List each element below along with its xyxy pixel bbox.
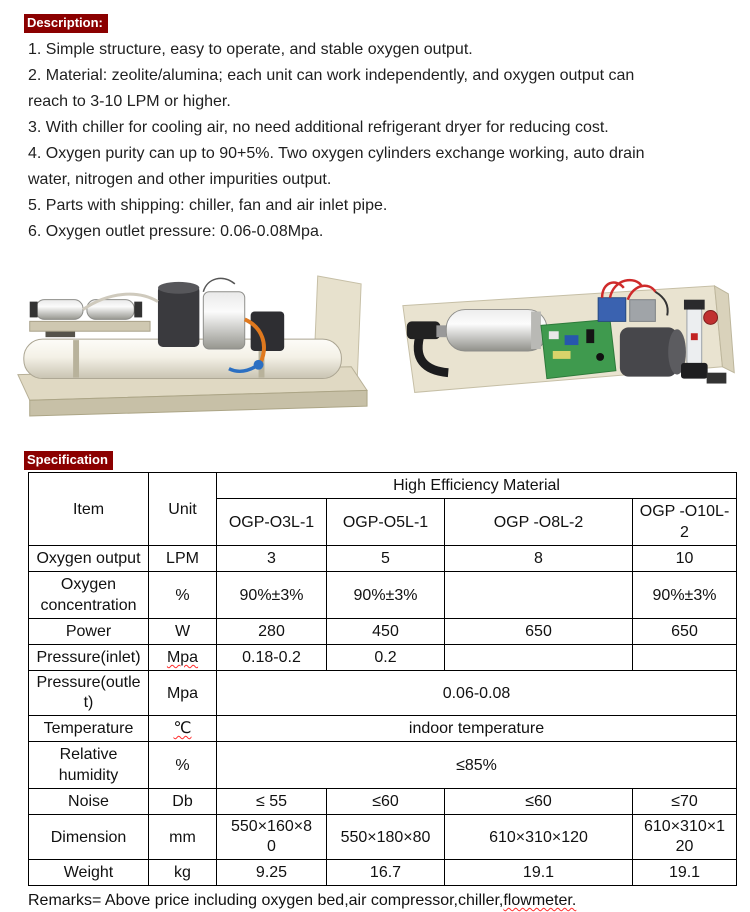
- cell-value-merged: 0.06-0.08: [217, 671, 737, 716]
- product-photo-left: [10, 261, 387, 433]
- row-label: Pressure(inlet): [29, 645, 149, 671]
- cell-value: 19.1: [633, 860, 737, 886]
- remarks-text: Remarks= Above price including oxygen bed,air compressor,chiller,: [28, 892, 504, 909]
- row-pressure-inlet: [29, 645, 737, 671]
- cell-value: ≤70: [633, 789, 737, 815]
- cell-value: 16.7: [327, 860, 445, 886]
- row-label: Oxygen output: [29, 546, 149, 572]
- cell-value: 280: [217, 619, 327, 645]
- description-item-2: 2. Material: zeolite/alumina; each unit can work independently, and oxygen output can reach to 3-10 LPM or higher.: [28, 67, 635, 110]
- row-unit: %: [149, 572, 217, 619]
- specification-header: Specification: [24, 451, 113, 470]
- cell-value: 3: [217, 546, 327, 572]
- cell-value: 8: [445, 546, 633, 572]
- cell-value-text: 550×160×80: [231, 818, 312, 855]
- row-label-text: Pressure(outlet): [36, 674, 141, 711]
- row-temperature: [29, 716, 737, 742]
- description-item-6: 6. Oxygen outlet pressure: 0.06-0.08Mpa.: [28, 223, 324, 240]
- cell-value-text: 610×310×120: [644, 818, 725, 855]
- cell-value: [445, 572, 633, 619]
- row-unit: kg: [149, 860, 217, 886]
- cell-value: ≤60: [327, 789, 445, 815]
- row-unit: W: [149, 619, 217, 645]
- row-label: Power: [29, 619, 149, 645]
- motor: [620, 327, 686, 376]
- col-header-unit: Unit: [149, 473, 217, 546]
- cell-value: 9.25: [217, 860, 327, 886]
- row-label: Noise: [29, 789, 149, 815]
- row-label: Relative humidity: [29, 742, 149, 789]
- row-pressure-outlet: [29, 671, 737, 716]
- cell-value: 10: [633, 546, 737, 572]
- remarks-flagged-text: flowmeter.: [503, 892, 577, 909]
- col-header-model-1: OGP-O3L-1: [217, 499, 327, 546]
- motor-assembly: [158, 282, 284, 351]
- remarks: [28, 890, 736, 912]
- row-label: Weight: [29, 860, 149, 886]
- row-label: Dimension: [29, 815, 149, 860]
- cell-value: 450: [327, 619, 445, 645]
- row-label: [29, 671, 149, 716]
- col-header-item: Item: [29, 473, 149, 546]
- row-unit: ℃: [149, 716, 217, 742]
- row-noise: [29, 789, 737, 815]
- cell-value: 90%±3%: [327, 572, 445, 619]
- cell-value: 90%±3%: [217, 572, 327, 619]
- row-weight: [29, 860, 737, 886]
- description-item-4: 4. Oxygen purity can up to 90+5%. Two oxygen cylinders exchange working, auto drain water, nitrogen and other impurities output.: [28, 145, 645, 188]
- product-photos: [10, 261, 736, 437]
- description-header: Description:: [24, 14, 108, 33]
- cell-value: 610×310×120: [445, 815, 633, 860]
- cell-value-merged: indoor temperature: [217, 716, 737, 742]
- cell-value: 19.1: [445, 860, 633, 886]
- col-header-group: High Efficiency Material: [217, 473, 737, 499]
- cell-value: 550×180×80: [327, 815, 445, 860]
- cell-value: 650: [445, 619, 633, 645]
- description-item-3: 3. With chiller for cooling air, no need additional refrigerant dryer for reducing cost.: [28, 119, 609, 136]
- row-unit: Mpa: [149, 671, 217, 716]
- row-dimension: [29, 815, 737, 860]
- cell-value: [633, 815, 737, 860]
- cell-value: 0.2: [327, 645, 445, 671]
- description-item-1: 1. Simple structure, easy to operate, and stable oxygen output.: [28, 41, 473, 58]
- row-unit: %: [149, 742, 217, 789]
- specification-table: [28, 472, 737, 886]
- row-unit: Db: [149, 789, 217, 815]
- row-power: [29, 619, 737, 645]
- row-unit: mm: [149, 815, 217, 860]
- row-oxygen-concentration: [29, 572, 737, 619]
- cell-value: [633, 645, 737, 671]
- table-header-row-1: [29, 473, 737, 499]
- product-photo-right: [393, 275, 736, 425]
- cell-value-merged: ≤85%: [217, 742, 737, 789]
- cell-value: [445, 645, 633, 671]
- row-unit: Mpa: [149, 645, 217, 671]
- row-oxygen-output: [29, 546, 737, 572]
- cell-value: 90%±3%: [633, 572, 737, 619]
- compressor-cylinder: [446, 310, 547, 351]
- cell-value: ≤60: [445, 789, 633, 815]
- cell-value: 5: [327, 546, 445, 572]
- description-list: [28, 37, 668, 245]
- cell-value: 650: [633, 619, 737, 645]
- row-unit: LPM: [149, 546, 217, 572]
- col-header-model-3: OGP -O8L-2: [445, 499, 633, 546]
- cell-value: [217, 815, 327, 860]
- cell-value: 0.18-0.2: [217, 645, 327, 671]
- col-header-model-2: OGP-O5L-1: [327, 499, 445, 546]
- col-header-model-4: OGP -O10L-2: [633, 499, 737, 546]
- description-item-5: 5. Parts with shipping: chiller, fan and air inlet pipe.: [28, 197, 388, 214]
- row-label: Oxygen concentration: [29, 572, 149, 619]
- row-label: Temperature: [29, 716, 149, 742]
- row-relative-humidity: [29, 742, 737, 789]
- cell-value: ≤ 55: [217, 789, 327, 815]
- circuit-board: [541, 319, 616, 378]
